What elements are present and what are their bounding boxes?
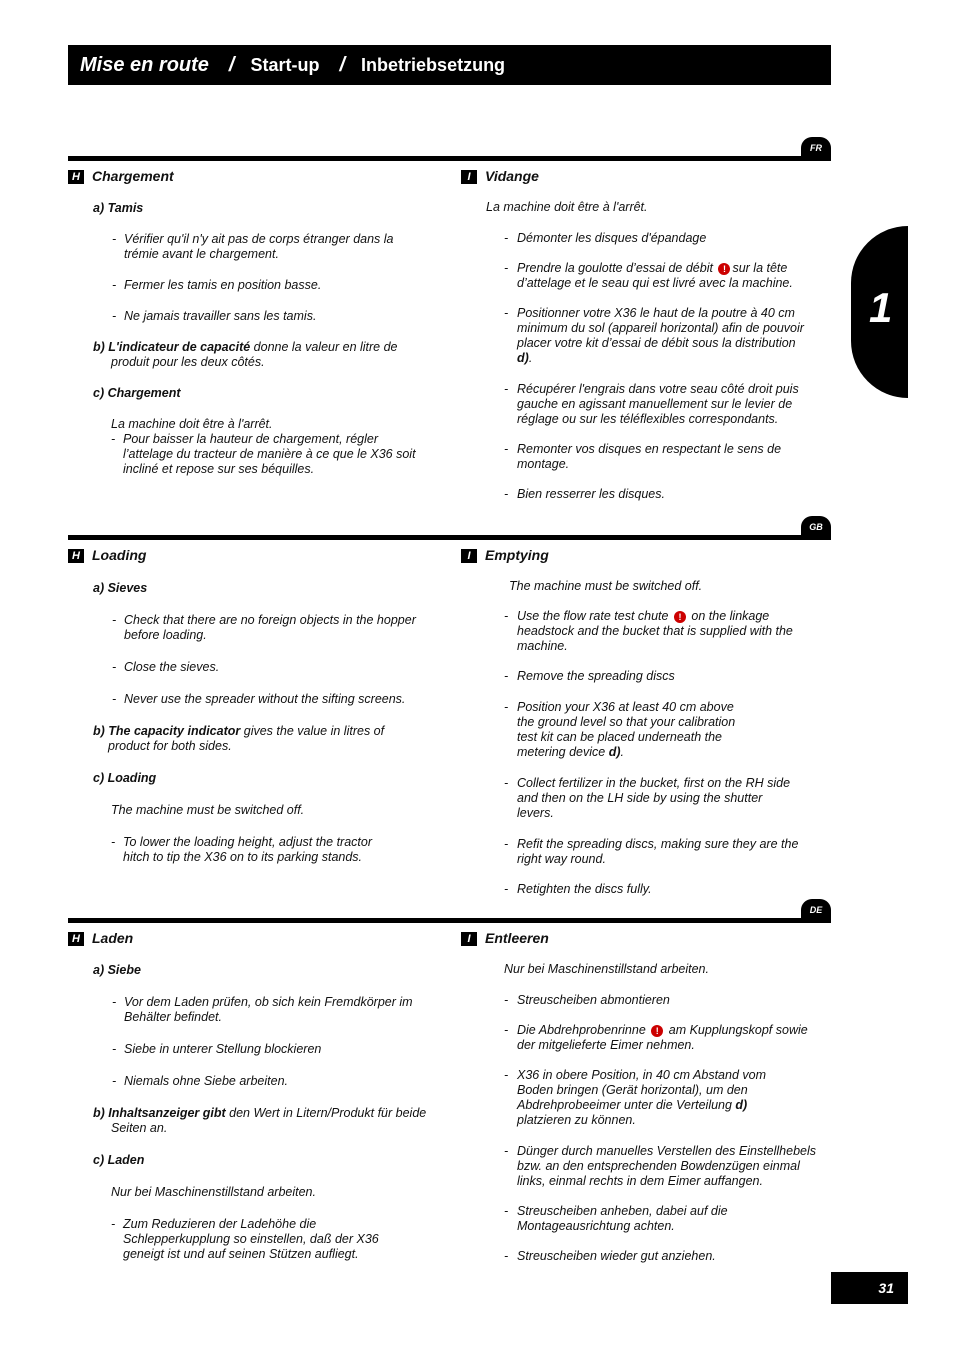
title-separator: / xyxy=(228,53,235,76)
page-number: 31 xyxy=(831,1272,908,1304)
capacity-indicator-label: b) L'indicateur de capacité xyxy=(93,340,251,354)
list-item-text: Position your X36 at least 40 cm above the ground level so that your calibration test kit can be placed underneath the metering device xyxy=(517,700,736,759)
list-item-text: Positionner votre X36 le haut de la poutre à 40 cm minimum du sol (appareil horizontal) afin de pouvoir placer votre kit d’essai de débit sous la distribution xyxy=(517,306,804,350)
list-item: - Streuscheiben abmontieren xyxy=(504,993,811,1008)
list-item xyxy=(504,700,747,760)
list-item: - Check that there are no foreign objects in the hopper before loading. xyxy=(112,613,428,643)
list-item: - Vérifier qu'il n'y ait pas de corps étranger dans la trémie avant le chargement. xyxy=(112,232,428,262)
fr-left-column xyxy=(68,169,428,477)
list-item xyxy=(504,609,811,654)
section-letter-box: I xyxy=(461,549,477,563)
section-rule-gb xyxy=(68,535,831,540)
subheading: c) Chargement xyxy=(93,386,181,400)
list-item xyxy=(504,306,811,366)
list-item: - To lower the loading height, adjust the tractor hitch to tip the X36 on to its parking stands. xyxy=(111,835,401,865)
list-item-text: . xyxy=(620,745,625,759)
list-item: - Ne jamais travailler sans les tamis. xyxy=(112,309,428,324)
warning-icon: ! xyxy=(674,611,686,623)
list-item: - Vor dem Laden prüfen, ob sich kein Fremdkörper im Behälter befindet. xyxy=(112,995,428,1025)
section-rule-fr xyxy=(68,156,831,161)
subheading: c) Laden xyxy=(93,1153,145,1167)
paragraph: The machine must be switched off. xyxy=(111,803,305,817)
list-item-text: sur la tête d’attelage et le seau qui est livré avec la machine. xyxy=(517,261,793,290)
title-separator: / xyxy=(339,53,346,76)
section-heading xyxy=(68,548,428,563)
lang-tab-gb: GB xyxy=(801,516,831,538)
warning-icon: ! xyxy=(718,263,730,275)
section-heading xyxy=(68,169,428,184)
section-heading xyxy=(461,169,811,184)
list-item: - Niemals ohne Siebe arbeiten. xyxy=(112,1074,428,1089)
list-item-text: Prendre la goulotte d’essai de débit xyxy=(517,261,717,275)
list-item: - Bien resserrer les disques. xyxy=(504,487,811,502)
title-gb: Start-up xyxy=(250,54,320,75)
list-item: - Streuscheiben wieder gut anziehen. xyxy=(504,1249,811,1264)
list-item: - Récupérer l'engrais dans votre seau côté droit puis gauche en agissant manuellement sur le levier de réglage ou sur les téléflexibles correspondants. xyxy=(504,382,811,427)
list-item-text: Die Abdrehprobenrinne xyxy=(517,1023,650,1037)
section-title: Chargement xyxy=(92,168,174,184)
section-title: Vidange xyxy=(485,168,539,184)
paragraph xyxy=(93,340,428,370)
lang-tab-de: DE xyxy=(801,899,831,921)
section-letter-box: H xyxy=(68,549,84,563)
subheading: a) Sieves xyxy=(93,581,148,595)
list-item: - Refit the spreading discs, making sure they are the right way round. xyxy=(504,837,811,867)
warning-icon: ! xyxy=(651,1025,663,1037)
list-item: - Pour baisser la hauteur de chargement, régler l’attelage du tracteur de manière à ce que le X36 soit incliné et repose sur ses béquilles. xyxy=(111,432,428,477)
section-heading xyxy=(68,931,428,946)
subheading: c) Loading xyxy=(93,771,157,785)
capacity-indicator-label: b) Inhaltsanzeiger gibt xyxy=(93,1106,226,1120)
list-item xyxy=(504,1068,797,1128)
paragraph xyxy=(93,1106,431,1136)
section-heading xyxy=(461,548,811,563)
paragraph: Nur bei Maschinenstillstand arbeiten. xyxy=(504,962,709,976)
list-item-ref: d) xyxy=(608,745,621,759)
list-item: - Streuscheiben anheben, dabei auf die Montageausrichtung achten. xyxy=(504,1204,811,1234)
list-item: - Remonter vos disques en respectant le sens de montage. xyxy=(504,442,811,472)
section-letter-box: I xyxy=(461,932,477,946)
list-item: - Siebe in unterer Stellung blockieren xyxy=(112,1042,428,1057)
chapter-tab xyxy=(851,226,908,398)
chapter-number: 1 xyxy=(869,284,893,331)
list-item: - Dünger durch manuelles Verstellen des Einstellhebels bzw. an den entsprechenden Bowdenzügen einmal links, einmal rechts in dem Eimer auffangen. xyxy=(504,1144,817,1189)
paragraph-text: donne la valeur en litre de produit pour les deux côtés. xyxy=(111,340,398,369)
de-left-column xyxy=(68,931,428,1262)
section-title: Emptying xyxy=(485,547,549,563)
section-title: Laden xyxy=(92,930,134,946)
lang-tab-fr: FR xyxy=(801,137,831,159)
paragraph-text: den Wert in Litern/Produkt für beide Seiten an. xyxy=(111,1106,427,1135)
list-item-text: platzieren zu können. xyxy=(517,1113,636,1127)
gb-left-column xyxy=(68,548,428,865)
title-fr: Mise en route xyxy=(80,53,209,76)
subheading: a) Siebe xyxy=(93,963,141,977)
list-item: - Remove the spreading discs xyxy=(504,669,811,684)
list-item-ref: d) xyxy=(517,351,529,365)
subheading: a) Tamis xyxy=(93,201,144,215)
paragraph: The machine must be switched off. xyxy=(509,579,703,593)
section-letter-box: I xyxy=(461,170,477,184)
list-item-ref: d) xyxy=(735,1098,748,1112)
list-item: - Collect fertilizer in the bucket, first on the RH side and then on the LH side by using the shutter levers. xyxy=(504,776,797,821)
paragraph: Nur bei Maschinenstillstand arbeiten. xyxy=(111,1185,316,1199)
list-item-text: Use the flow rate test chute xyxy=(517,609,672,623)
section-letter-box: H xyxy=(68,170,84,184)
section-title: Loading xyxy=(92,547,147,563)
list-item: - Zum Reduzieren der Ladehöhe die Schlepperkupplung so einstellen, daß der X36 geneigt ist und auf seinen Stützen aufliegt. xyxy=(111,1217,411,1262)
section-rule-de xyxy=(68,918,831,923)
fr-right-column xyxy=(461,169,811,502)
list-item xyxy=(504,261,811,291)
list-item-text: X36 in obere Position, in 40 cm Abstand vom Boden bringen (Gerät horizontal), um den Abdrehprobeeimer unter die Verteilung xyxy=(517,1068,766,1112)
list-item-text: on the linkage headstock and the bucket that is supplied with the machine. xyxy=(517,609,793,653)
gb-right-column xyxy=(461,548,811,897)
capacity-indicator-label: b) The capacity indicator xyxy=(93,724,241,738)
section-title: Entleeren xyxy=(485,930,549,946)
de-right-column xyxy=(461,930,817,1264)
list-item: - Close the sieves. xyxy=(112,660,428,675)
list-item-text: am Kupplungskopf sowie der mitgelieferte Eimer nehmen. xyxy=(517,1023,808,1052)
list-item: - Retighten the discs fully. xyxy=(504,882,811,897)
list-item: - Fermer les tamis en position basse. xyxy=(112,278,428,293)
list-item: - Démonter les disques d'épandage xyxy=(504,231,811,246)
paragraph-text: gives the value in litres of product for both sides. xyxy=(108,724,385,753)
section-heading xyxy=(461,931,811,946)
list-item: - Never use the spreader without the sifting screens. xyxy=(112,692,428,707)
paragraph: La machine doit être à l'arrêt. xyxy=(111,417,273,431)
header-bar xyxy=(68,45,831,85)
paragraph: La machine doit être à l'arrêt. xyxy=(486,200,648,214)
list-item xyxy=(504,1023,811,1053)
list-item-text: . xyxy=(528,351,533,365)
section-letter-box: H xyxy=(68,932,84,946)
title-de: Inbetriebsetzung xyxy=(361,54,506,75)
paragraph xyxy=(93,724,428,754)
